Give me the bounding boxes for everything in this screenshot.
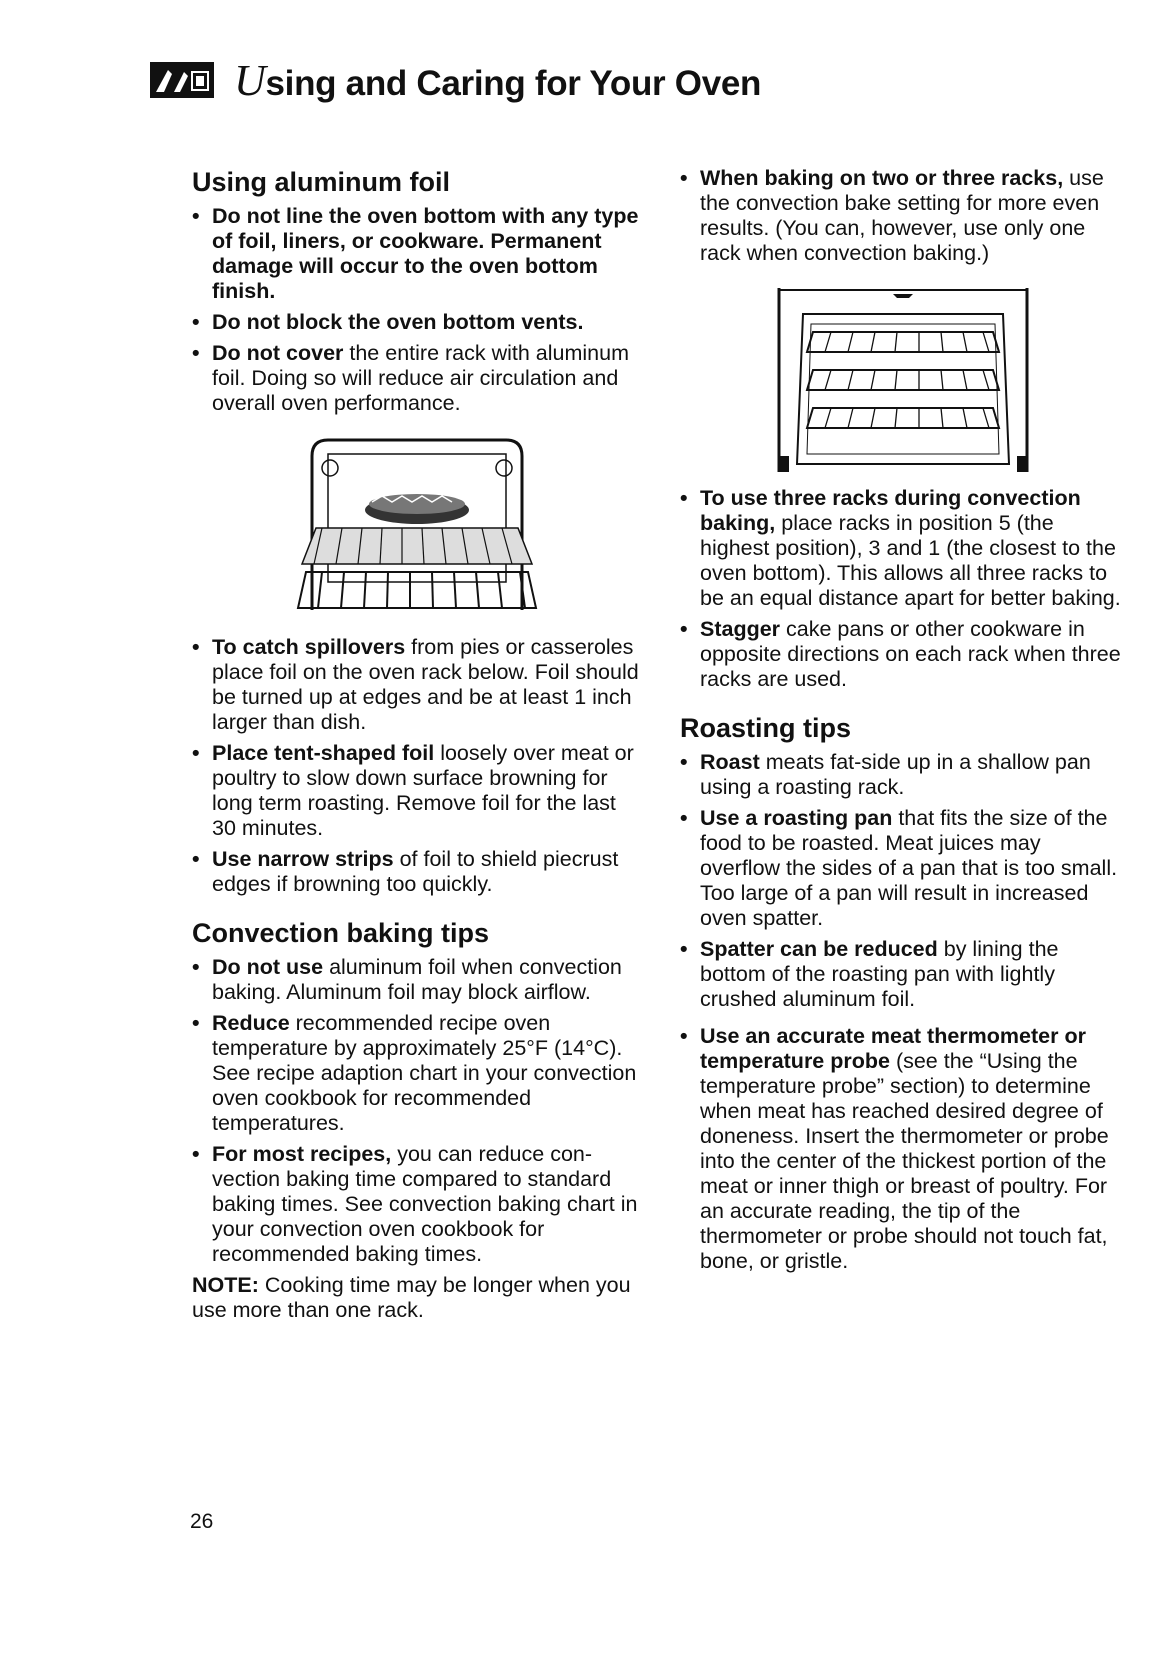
item-bold: Spatter can be reduced xyxy=(700,937,938,961)
left-column xyxy=(192,166,642,1323)
item-bold: Place tent-shaped foil xyxy=(212,741,435,765)
item-bold: Roast xyxy=(700,750,760,774)
convection-heading: Convection baking tips xyxy=(192,918,490,948)
item-text: meats fat-side up in a shallow pan using a roasting rack. xyxy=(700,750,1091,799)
item-text: from pies or casseroles place foil on the oven rack below. Foil should be turned up at edges and be at least 1 inch larger than dish. xyxy=(212,635,639,734)
item-text: of foil to shield piecrust edges if browning too quickly. xyxy=(212,847,619,896)
oven-foil-rack-illustration xyxy=(292,432,542,617)
oven-section-logo-icon xyxy=(150,62,214,98)
item-bold: Use an accurate meat thermometer or temperature probe xyxy=(700,1024,1086,1073)
list-item xyxy=(192,204,642,304)
item-text: recommended recipe oven temperature by approximately 25°F (14°C). See recipe adaption chart in your convection oven cookbook for recommended temperatures. xyxy=(212,1011,637,1135)
list-item xyxy=(192,741,642,841)
list-item xyxy=(192,310,642,335)
item-bold: Use a roasting pan xyxy=(700,806,893,830)
list-item xyxy=(680,750,1125,800)
list-item xyxy=(192,955,642,1005)
list-item xyxy=(192,635,642,735)
three-rack-oven-illustration xyxy=(773,284,1033,474)
item-text: the entire rack with aluminum foil. Doing so will reduce air circulation and overall oven performance. xyxy=(212,341,629,415)
list-item xyxy=(192,341,642,416)
racks-list xyxy=(680,166,1125,266)
title-rest: sing and Caring for Your Oven xyxy=(265,63,762,103)
list-item xyxy=(192,847,642,897)
convection-list xyxy=(192,955,642,1267)
note-label: NOTE: xyxy=(192,1273,259,1297)
item-text: by lining the bottom of the roasting pan with lightly crushed aluminum foil. xyxy=(700,937,1059,1011)
item-text: you can reduce convection baking time compared to standard baking times. See convection baking chart in your convection oven cookbook for recommended baking times. xyxy=(212,1142,638,1266)
right-column xyxy=(680,166,1125,1280)
item-text: (see the “Using the temperature probe” section) to determine when meat has reached desired degree of doneness. Insert the thermometer or probe into the center of the thickest portion of the meat or inner thigh or breast of poultry. For an accurate reading, the tip of the thermometer or probe should not touch fat, bone, or gristle. xyxy=(700,1049,1109,1273)
item-bold: For most recipes, xyxy=(212,1142,392,1166)
item-bold: When baking on two or three racks, xyxy=(700,166,1064,190)
item-bold: Do not cover xyxy=(212,341,344,365)
foil-list-2 xyxy=(192,635,642,897)
item-bold: To catch spillovers xyxy=(212,635,406,659)
list-item xyxy=(192,1011,642,1136)
racks-list-2 xyxy=(680,486,1125,692)
list-item xyxy=(680,1024,1125,1274)
list-item xyxy=(680,486,1125,611)
item-bold: Do not use xyxy=(212,955,324,979)
list-item xyxy=(680,806,1125,931)
title-initial: U xyxy=(234,55,266,105)
foil-list xyxy=(192,204,642,416)
list-item xyxy=(680,166,1125,266)
note-text: Cooking time may be longer when you use more than one rack. xyxy=(192,1273,631,1322)
item-bold: To use three racks during convection baking, xyxy=(700,486,1081,535)
list-item xyxy=(680,937,1125,1012)
page-header xyxy=(150,50,761,110)
item-bold: Do not line the oven bottom with any type of foil, liners, or cookware. Permanent damage will occur to the oven bottom finish. xyxy=(212,204,639,303)
item-text: cake pans or other cookware in opposite directions on each rack when three racks are used. xyxy=(700,617,1121,691)
list-item xyxy=(192,1142,642,1267)
item-bold: Stagger xyxy=(700,617,781,641)
item-bold: Use narrow strips xyxy=(212,847,394,871)
item-bold: Do not block the oven bottom vents. xyxy=(212,310,584,334)
roasting-list xyxy=(680,750,1125,1274)
item-bold: Reduce xyxy=(212,1011,290,1035)
item-text: use the convection bake setting for more even results. (You can, however, use only one rack when convection baking.) xyxy=(700,166,1104,265)
page-title xyxy=(234,55,761,106)
page-number: 26 xyxy=(190,1510,214,1533)
item-text: aluminum foil when convection baking. Aluminum foil may block airflow. xyxy=(212,955,622,1004)
item-text: that fits the size of the food to be roasted. Meat juices may overflow the sides of a pan that is too small. Too large of a pan will result in increased oven spatter. xyxy=(700,806,1118,930)
roasting-heading: Roasting tips xyxy=(680,713,852,743)
note-paragraph xyxy=(192,1273,642,1323)
item-text: loosely over meat or poultry to slow down surface browning for long term roasting. Remove foil for the last 30 minutes. xyxy=(212,741,634,840)
item-text: place racks in position 5 (the highest position), 3 and 1 (the closest to the oven bottom). This allows all three racks to be an equal distance apart for better baking. xyxy=(700,511,1121,610)
list-item xyxy=(680,617,1125,692)
foil-heading: Using aluminum foil xyxy=(192,167,451,197)
